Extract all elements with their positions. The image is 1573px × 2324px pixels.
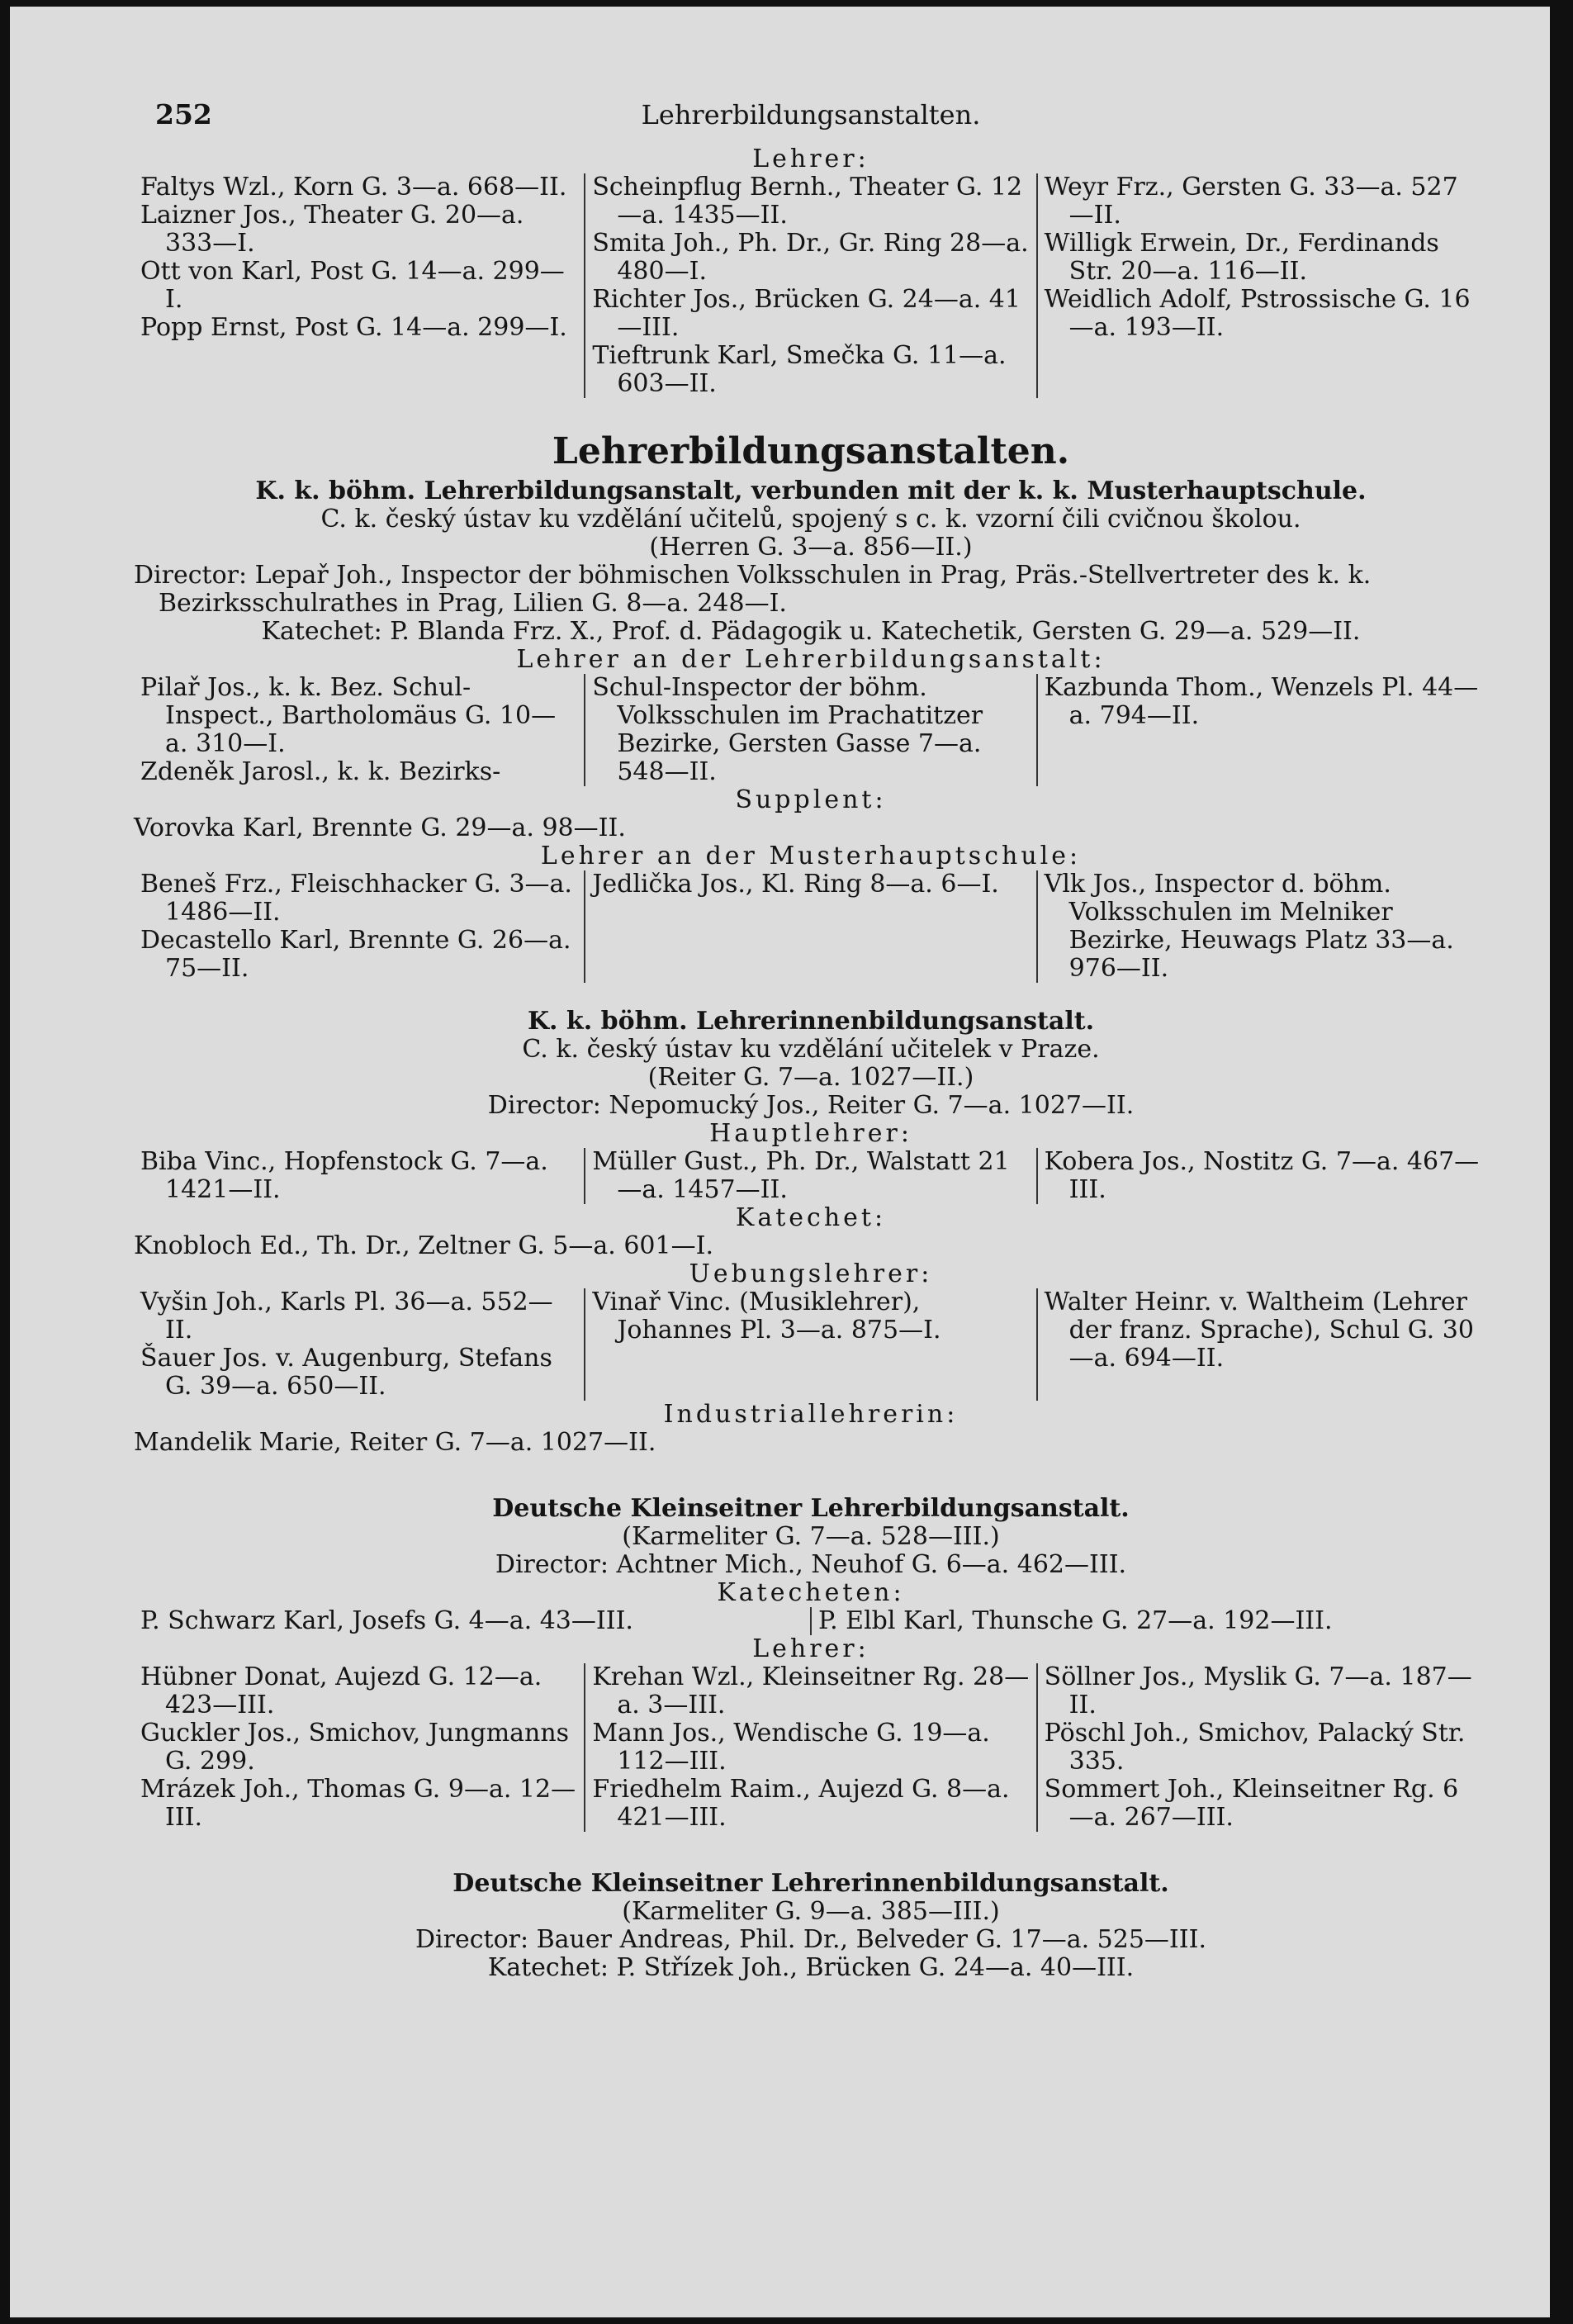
inst3-title: Deutsche Kleinseitner Lehrerbildungsanstalt. <box>492 1494 1130 1523</box>
inst2-czech-title: C. k. český ústav ku vzdělání učitelek v Praze. <box>522 1035 1100 1064</box>
list-item: Schul-Inspector der böhm. Volksschulen im Prachatitzer Bezirke, Gersten Gasse 7—a. 548—II. <box>592 673 983 786</box>
inst2-haupt-col-3 <box>1036 1148 1488 1204</box>
inst1-lehrer-col-2 <box>584 674 1035 786</box>
inst2-haupt-col-2 <box>584 1148 1035 1204</box>
inst1-czech-title: C. k. český ústav ku vzdělání učitelů, spojený s c. k. vzorní čili cvičnou školou. <box>320 505 1301 534</box>
inst4-katechet: Katechet: P. Střízek Joh., Brücken G. 24—a. 40—III. <box>487 1953 1135 1982</box>
inst1-title: K. k. böhm. Lehrerbildungsanstalt, verbunden mit der k. k. Musterhauptschule. <box>255 477 1367 505</box>
page-content <box>134 96 1488 1982</box>
top-col-2 <box>584 173 1035 398</box>
inst1-lehrer-columns <box>134 674 1488 786</box>
inst1-lehrer-col-3 <box>1036 674 1488 786</box>
inst1-muster-col-3 <box>1036 870 1488 983</box>
inst1-lehrer-heading: Lehrer an der Lehrerbildungsanstalt: <box>516 645 1106 674</box>
list-item: Weyr Frz., Gersten G. 33—a. 527—II. <box>1044 173 1458 230</box>
list-item: Biba Vinc., Hopfenstock G. 7—a. 1421—II. <box>140 1147 548 1204</box>
list-item: Vinař Vinc. (Musiklehrer), Johannes Pl. 3—a. 875—I. <box>592 1288 941 1345</box>
inst2-katechet: Knobloch Ed., Th. Dr., Zeltner G. 5—a. 601—I. <box>134 1231 713 1260</box>
list-item: Ott von Karl, Post G. 14—a. 299—I. <box>140 257 565 314</box>
inst3-lehrer-columns <box>134 1663 1488 1832</box>
inst2-uebung-col-3 <box>1036 1288 1488 1401</box>
inst2-title: K. k. böhm. Lehrerinnenbildungsanstalt. <box>527 1007 1095 1036</box>
inst1-director: Director: Lepař Joh., Inspector der böhmischen Volksschulen in Prag, Präs.-Stellvertreter des k. k. Bezirksschulrathes in Prag, Lilien G. 8—a. 248—I. <box>134 561 1372 618</box>
page-number: 252 <box>155 98 212 130</box>
inst3-katecheten-heading: Katecheten: <box>717 1578 905 1607</box>
list-item: Beneš Frz., Fleischhacker G. 3—a. 1486—II. <box>140 870 572 927</box>
inst1-supplent-heading: Supplent: <box>735 785 887 814</box>
list-item: Sommert Joh., Kleinseitner Rg. 6—a. 267—III. <box>1044 1775 1459 1832</box>
inst3-lehrer-col-3 <box>1036 1663 1488 1832</box>
inst3-katecheten-col-2 <box>810 1607 1488 1635</box>
inst2-industrie: Mandelik Marie, Reiter G. 7—a. 1027—II. <box>134 1428 656 1457</box>
inst3-katecheten-columns <box>134 1607 1488 1635</box>
spacer <box>134 1457 1488 1495</box>
inst2-uebung-heading: Uebungslehrer: <box>689 1259 933 1288</box>
spacer <box>134 1832 1488 1870</box>
list-item: Decastello Karl, Brennte G. 26—a. 75—II. <box>140 926 571 983</box>
inst2-uebung-col-2 <box>584 1288 1035 1401</box>
list-item: Smita Joh., Ph. Dr., Gr. Ring 28—a. 480—I. <box>592 229 1029 286</box>
list-item: Mrázek Joh., Thomas G. 9—a. 12—III. <box>140 1775 576 1832</box>
inst2-katechet-heading: Katechet: <box>735 1203 887 1232</box>
list-item: P. Schwarz Karl, Josefs G. 4—a. 43—III. <box>140 1606 633 1635</box>
inst2-haupt-heading: Hauptlehrer: <box>709 1119 912 1148</box>
list-item: Popp Ernst, Post G. 14—a. 299—I. <box>140 313 567 342</box>
inst1-address: (Herren G. 3—a. 856—II.) <box>649 533 973 562</box>
list-item: P. Elbl Karl, Thunsche G. 27—a. 192—III. <box>818 1606 1333 1635</box>
list-item: Guckler Jos., Smichov, Jungmanns G. 299. <box>140 1719 570 1776</box>
list-item: Kobera Jos., Nostitz G. 7—a. 467—III. <box>1044 1147 1480 1204</box>
inst3-katecheten-col-1 <box>134 1607 810 1635</box>
list-item: Weidlich Adolf, Pstrossische G. 16—a. 193—II. <box>1044 285 1471 342</box>
list-item: Friedhelm Raim., Aujezd G. 8—a. 421—III. <box>592 1775 1010 1832</box>
inst1-lehrer-col-1 <box>134 674 584 786</box>
list-item: Faltys Wzl., Korn G. 3—a. 668—II. <box>140 173 567 202</box>
inst2-director: Director: Nepomucký Jos., Reiter G. 7—a. 1027—II. <box>487 1091 1135 1120</box>
top-lehrer-columns <box>134 173 1488 398</box>
inst1-muster-heading: Lehrer an der Musterhauptschule: <box>540 842 1082 870</box>
top-col-1 <box>134 173 584 398</box>
running-header <box>134 96 1488 145</box>
spacer <box>134 983 1488 1008</box>
list-item: Laizner Jos., Theater G. 20—a. 333—I. <box>140 201 524 258</box>
list-item: Hübner Donat, Aujezd G. 12—a. 423—III. <box>140 1662 542 1719</box>
inst1-muster-col-2 <box>584 870 1035 983</box>
inst2-haupt-columns <box>134 1148 1488 1204</box>
top-col-3 <box>1036 173 1488 398</box>
list-item: Richter Jos., Brücken G. 24—a. 41—III. <box>592 285 1021 342</box>
inst3-lehrer-heading: Lehrer: <box>752 1634 869 1663</box>
book-page <box>10 7 1550 2317</box>
list-item: Söllner Jos., Myslik G. 7—a. 187—II. <box>1044 1662 1472 1719</box>
list-item: Pilař Jos., k. k. Bez. Schul-Inspect., Bartholomäus G. 10—a. 310—I. <box>140 673 557 758</box>
inst2-address: (Reiter G. 7—a. 1027—II.) <box>647 1063 974 1092</box>
list-item: Jedlička Jos., Kl. Ring 8—a. 6—I. <box>592 870 999 899</box>
list-item: Vyšin Joh., Karls Pl. 36—a. 552—II. <box>140 1288 553 1345</box>
list-item: Walter Heinr. v. Waltheim (Lehrer der franz. Sprache), Schul G. 30—a. 694—II. <box>1044 1288 1474 1373</box>
list-item: Zdeněk Jarosl., k. k. Bezirks- <box>140 757 501 786</box>
inst3-address: (Karmeliter G. 7—a. 528—III.) <box>622 1522 1000 1551</box>
inst3-lehrer-col-1 <box>134 1663 584 1832</box>
inst2-uebung-col-1 <box>134 1288 584 1401</box>
inst2-haupt-col-1 <box>134 1148 584 1204</box>
inst4-title: Deutsche Kleinseitner Lehrerinnenbildungsanstalt. <box>452 1869 1169 1898</box>
inst1-katechet: Katechet: P. Blanda Frz. X., Prof. d. Pädagogik u. Katechetik, Gersten G. 29—a. 529—II. <box>261 617 1361 646</box>
inst4-director: Director: Bauer Andreas, Phil. Dr., Belveder G. 17—a. 525—III. <box>415 1925 1207 1954</box>
inst2-uebung-columns <box>134 1288 1488 1401</box>
list-item: Mann Jos., Wendische G. 19—a. 112—III. <box>592 1719 990 1776</box>
list-item: Scheinpflug Bernh., Theater G. 12—a. 1435—II. <box>592 173 1023 230</box>
list-item: Müller Gust., Ph. Dr., Walstatt 21—a. 1457—II. <box>592 1147 1010 1204</box>
running-title: Lehrerbildungsanstalten. <box>641 99 981 130</box>
inst2-industrie-heading: Industriallehrerin: <box>663 1400 959 1429</box>
list-item: Willigk Erwein, Dr., Ferdinands Str. 20—a. 116—II. <box>1044 229 1439 286</box>
list-item: Pöschl Joh., Smichov, Palacký Str. 335. <box>1044 1719 1466 1776</box>
list-item: Krehan Wzl., Kleinseitner Rg. 28—a. 3—III. <box>592 1662 1030 1719</box>
list-item: Kazbunda Thom., Wenzels Pl. 44—a. 794—II. <box>1044 673 1479 730</box>
inst1-muster-col-1 <box>134 870 584 983</box>
top-lehrer-heading: Lehrer: <box>752 145 869 173</box>
section-title: Lehrerbildungsanstalten. <box>552 430 1070 472</box>
list-item: Vlk Jos., Inspector d. böhm. Volksschulen im Melniker Bezirke, Heuwags Platz 33—a. 976—II. <box>1044 870 1454 983</box>
inst3-director: Director: Achtner Mich., Neuhof G. 6—a. 462—III. <box>495 1550 1127 1579</box>
inst1-supplent: Vorovka Karl, Brennte G. 29—a. 98—II. <box>134 813 626 842</box>
inst1-muster-columns <box>134 870 1488 983</box>
inst4-address: (Karmeliter G. 9—a. 385—III.) <box>622 1897 1000 1926</box>
list-item: Tieftrunk Karl, Smečka G. 11—a. 603—II. <box>592 341 1007 398</box>
inst3-lehrer-col-2 <box>584 1663 1035 1832</box>
list-item: Šauer Jos. v. Augenburg, Stefans G. 39—a. 650—II. <box>140 1344 552 1401</box>
